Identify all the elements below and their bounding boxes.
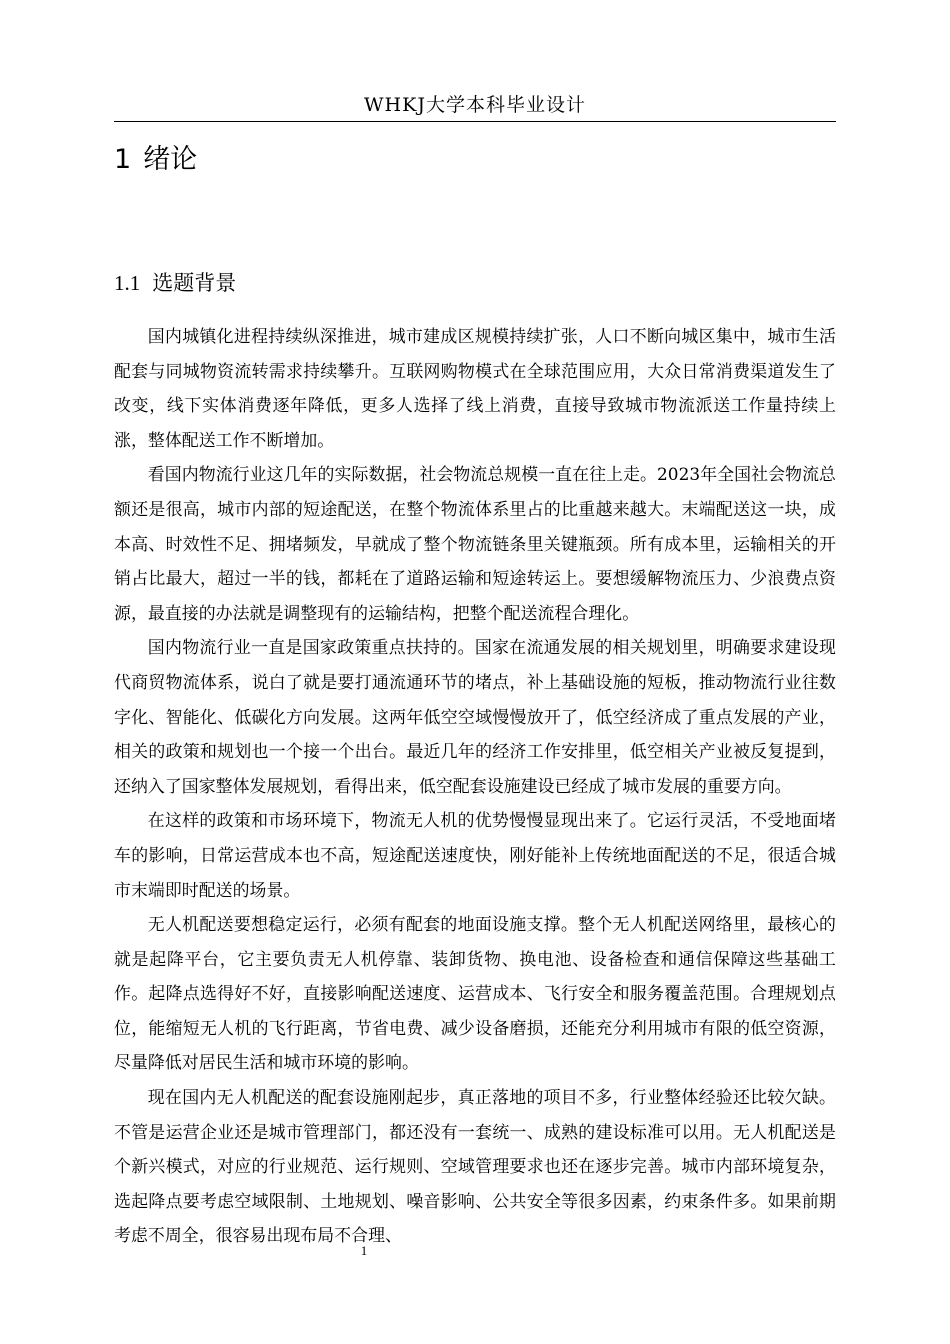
paragraph: 无人机配送要想稳定运行，必须有配套的地面设施支撑。整个无人机配送网络里，最核心的就是起降平台，它主要负责无人机停靠、装卸货物、换电池、设备检查和通信保障这些基础工作。起降点选得好不好，直接影响配送速度、运营成本、飞行安全和服务覆盖范围。合理规划点位，能缩短无人机的飞行距离，节省电费、减少设备磨损，还能充分利用城市有限的低空资源，尽量降低对居民生活和城市环境的影响。 [114,914,836,1073]
section-heading [114,267,236,299]
page-number: 1 [360,1243,368,1258]
section-number: 1.1 [114,271,141,295]
chapter-title: 绪论 [143,144,198,175]
paragraph: 国内城镇化进程持续纵深推进，城市建成区规模持续扩张，人口不断向城区集中，城市生活配套与同城物资流转需求持续攀升。互联网购物模式在全球范围应用，大众日常消费渠道发生了改变，线下实体消费逐年降低，更多人选择了线上消费，直接导致城市物流派送工作量持续上涨，整体配送工作不断增加。 [114,326,836,450]
header-rule [114,121,836,122]
paragraph: 国内物流行业一直是国家政策重点扶持的。国家在流通发展的相关规划里，明确要求建设现代商贸物流体系，说白了就是要打通流通环节的堵点，补上基础设施的短板，推动物流行业往数字化、智能化、低碳化方向发展。这两年低空空域慢慢放开了，低空经济成了重点发展的产业，相关的政策和规划也一个接一个出台。最近几年的经济工作安排里，低空相关产业被反复提到，还纳入了国家整体发展规划，看得出来，低空配套设施建设已经成了城市发展的重要方向。 [114,637,836,796]
paragraph: 现在国内无人机配送的配套设施刚起步，真正落地的项目不多，行业整体经验还比较欠缺。不管是运营企业还是城市管理部门，都还没有一套统一、成熟的建设标准可以用。无人机配送是个新兴模式，对应的行业规范、运行规则、空域管理要求也还在逐步完善。城市内部环境复杂，选起降点要考虑空域限制、土地规划、噪音影响、公共安全等很多因素，约束条件多。如果前期考虑不周全，很容易出现布局不合理、 [114,1087,836,1246]
chapter-number: 1 [114,144,132,175]
running-header: WHKJ大学本科毕业设计 [364,94,586,116]
section-title: 选题背景 [152,271,237,295]
chapter-heading [114,140,197,180]
paragraph: 看国内物流行业这几年的实际数据，社会物流总规模一直在往上走。2023年全国社会物流总额还是很高，城市内部的短途配送，在整个物流体系里占的比重越来越大。末端配送这一块，成本高、时效性不足、拥堵频发，早就成了整个物流链条里关键瓶颈。所有成本里，运输相关的开销占比最大，超过一半的钱，都耗在了道路运输和短途转运上。要想缓解物流压力、少浪费点资源，最直接的办法就是调整现有的运输结构，把整个配送流程合理化。 [114,464,836,623]
paragraph: 在这样的政策和市场环境下，物流无人机的优势慢慢显现出来了。它运行灵活，不受地面堵车的影响，日常运营成本也不高，短途配送速度快，刚好能补上传统地面配送的不足，很适合城市末端即时配送的场景。 [114,810,836,900]
body-text [114,319,836,1253]
